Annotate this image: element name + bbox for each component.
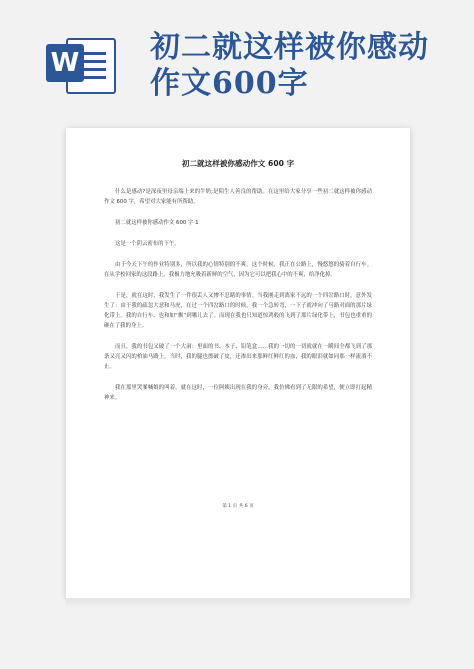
document-title: 初二就这样被你感动作文 600 字 xyxy=(181,159,295,168)
word-document-icon xyxy=(44,32,118,96)
paragraph-2: 由于今天下午的作业特别多，所以我的心情特别的不爽。这个时候，我正在公路上，慢悠悠的骑着自行车。在从学校回家的这段路上，我极力地允吸着新鲜的空气，因为它可以把我心中的不爽，给净化掉。 xyxy=(104,262,372,278)
page-shadow xyxy=(66,598,410,608)
paragraph-4: 而且，我的书包又破了一个大洞：里面的书、本子、铅笔盒……我的一切的一切就就在一瞬间全都飞到了那条又亮又闪的柏油马路上。当时，我的腿也擦破了皮，还渗出来那鲜红鲜红的血，我的眼泪就如同那一样流淌不止。 xyxy=(104,344,372,370)
paragraph-5: 我在那里哭爹喊娘的叫着。就在这时，一位阿姨出现在我的身旁，我仿佛看到了无限的希望，便立即打起精神来。 xyxy=(104,385,372,401)
paragraph-3: 于是，就在这时，我发生了一件很丢人又惨不忍睹的事情。当我刚走到离家不远的一个四岔路口时，意外发生了：由于我的疏忽大意和马虎，在过一个四岔路口的时候，我一个急转弯，一下子就冲向了马路对面的那片绿化带上。我的自行车、也和如“飘”到哪儿去了。而现在我也只知道惊鸿般的飞到了那片绿化带上，书包也重重的砸在了我的身上。 xyxy=(104,293,372,329)
paragraph-subtitle: 初二就这样被你感动作文 600 字 1 xyxy=(115,220,199,226)
document-page xyxy=(66,128,410,598)
banner xyxy=(0,0,474,110)
banner-title: 初二就这样被你感动作文600字 xyxy=(150,30,429,101)
paragraph-intro: 什么是感动?是深夜里母亲端上来的牛奶;是陌生人善良的帮助。在这里给大家分享一些初二就这样被你感动作文 600 字，希望对大家能有所帮助。 xyxy=(104,189,372,205)
page-footer: 第 1 页 共 6 页 xyxy=(222,504,254,509)
paragraph-1: 这是一个阴云密布的下午。 xyxy=(115,241,180,247)
word-logo-letter: W xyxy=(46,44,84,82)
